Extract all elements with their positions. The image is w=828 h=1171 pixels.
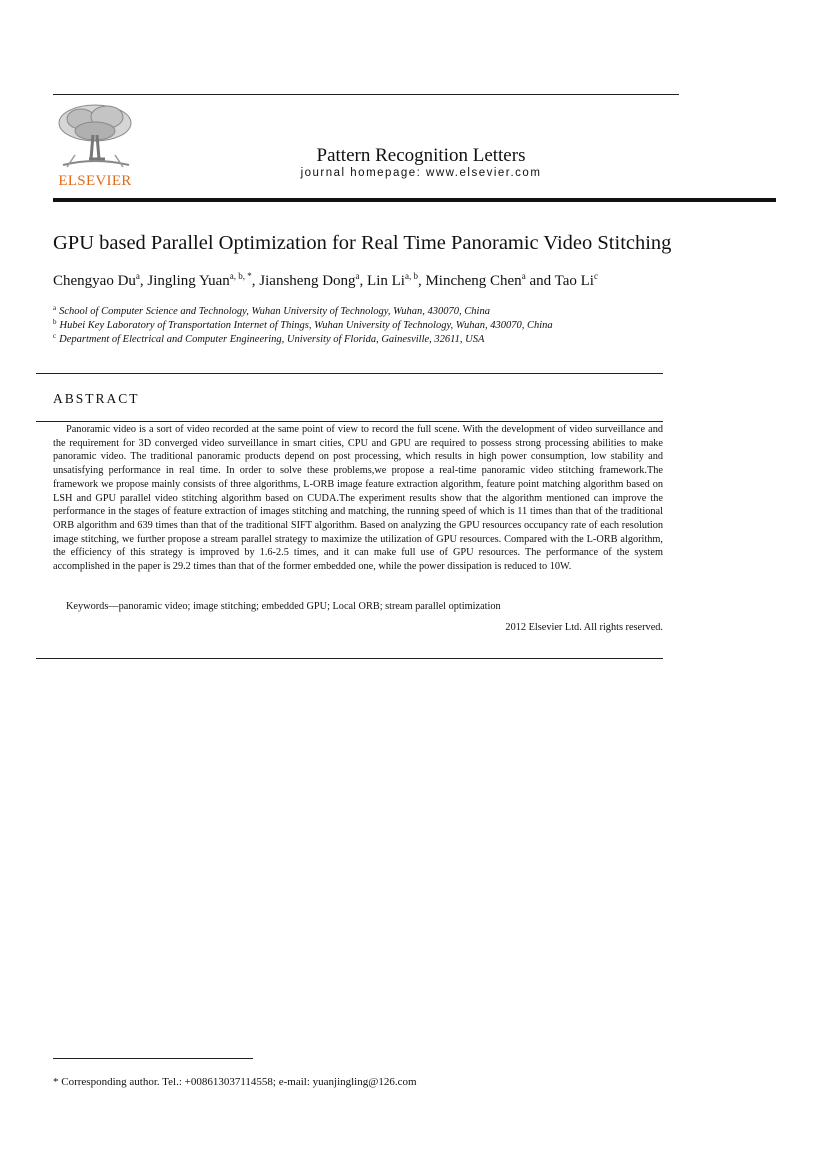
affiliation-key: a: [53, 304, 57, 312]
affiliation-text: School of Computer Science and Technology, Wuhan University of Technology, Wuhan, 430070, China: [59, 306, 490, 317]
publisher-wordmark: ELSEVIER: [58, 173, 132, 189]
author-name: Chengyao Du: [53, 273, 136, 289]
author-affil-mark: a, b: [404, 271, 418, 281]
author-affil-mark: a: [355, 271, 360, 281]
author-separator: ,: [359, 273, 368, 289]
author-name: Jiansheng Dong: [259, 273, 356, 289]
author-affil-mark: a: [521, 271, 526, 281]
author-separator: and: [525, 273, 555, 289]
paper-title: GPU based Parallel Optimization for Real Time Panoramic Video Stitching: [53, 232, 672, 254]
affiliation-a: [53, 306, 773, 317]
abstract-top-rule: [36, 373, 663, 374]
affiliation-b: [53, 320, 773, 331]
author-list: [53, 273, 773, 290]
footnote-rule: [53, 1058, 253, 1059]
author-name: Lin Li: [367, 273, 405, 289]
affiliation-text: Department of Electrical and Computer Engineering, University of Florida, Gainesville, 32611, USA: [59, 334, 485, 345]
author-affil-mark: a: [135, 271, 140, 281]
keywords: Keywords—panoramic video; image stitching; embedded GPU; Local ORB; stream parallel optimization: [66, 601, 501, 612]
affiliation-text: Hubei Key Laboratory of Transportation Internet of Things, Wuhan University of Technology, Wuhan, 430070, China: [59, 320, 553, 331]
footnote-text: Corresponding author. Tel.: +008613037114558; e-mail: yuanjingling@126.com: [61, 1076, 417, 1088]
abstract-bottom-rule: [36, 658, 663, 659]
author-separator: ,: [417, 273, 426, 289]
author-name: Jingling Yuan: [147, 273, 230, 289]
author-separator: ,: [251, 273, 260, 289]
author-affil-mark: c: [593, 271, 598, 281]
abstract-heading-rule: [36, 421, 663, 422]
affiliation-key: b: [53, 318, 57, 326]
header-top-rule: [53, 94, 679, 95]
author-affil-mark: a, b, *: [229, 271, 252, 281]
abstract-heading: ABSTRACT: [53, 391, 140, 406]
journal-homepage: journal homepage: www.elsevier.com: [300, 167, 542, 179]
header-bottom-rule: [53, 198, 776, 202]
copyright-notice: 2012 Elsevier Ltd. All rights reserved.: [505, 622, 663, 633]
author-name: Mincheng Chen: [425, 273, 522, 289]
author-name: Tao Li: [554, 273, 594, 289]
affiliation-c: [53, 334, 773, 345]
journal-title: Pattern Recognition Letters: [316, 145, 526, 166]
affiliation-key: c: [53, 332, 57, 340]
corresponding-author-footnote: [53, 1076, 417, 1088]
abstract-body: [53, 423, 663, 574]
footnote-marker: *: [53, 1076, 59, 1088]
author-separator: ,: [139, 273, 148, 289]
abstract-text: Panoramic video is a sort of video recorded at the same point of view to record the full scene. With the development of video surveillance and the requirement for 3D converged video surveillance in smart cities, CPU and GPU are required to possess strong processing abilities to make panoramic video. The traditional panoramic products depend on post processing, which results in high power consumption, low stability and unsatisfying performance in real time. In order to solve these problems,we propose a real-time panoramic video stitching framework.The framework we propose mainly consists of three algorithms, L-ORB image feature extraction algorithm, feature point matching algorithm based on LSH and GPU parallel video stitching algorithm based on CUDA.The experiment results show that the algorithm mentioned can improve the performance in the stages of feature extraction of images stitching and matching, the running speed of which is 11 times than that of the traditional ORB algorithm and 639 times than that of the traditional SIFT algorithm. Based on analyzing the GPU resources occupancy rate of each resolution image stitching, we further propose a stream parallel strategy to maximize the utilization of GPU resources. Compared with the L-ORB algorithm, the efficiency of this strategy is improved by 1.6-2.5 times, and it can make full use of GPU resources. The performance of the system accomplished in the paper is 29.2 times than that of the former embedded one, while the power dissipation is reduced to 10W.: [53, 424, 663, 573]
elsevier-logo: [53, 101, 137, 193]
tree-icon: [53, 101, 137, 173]
